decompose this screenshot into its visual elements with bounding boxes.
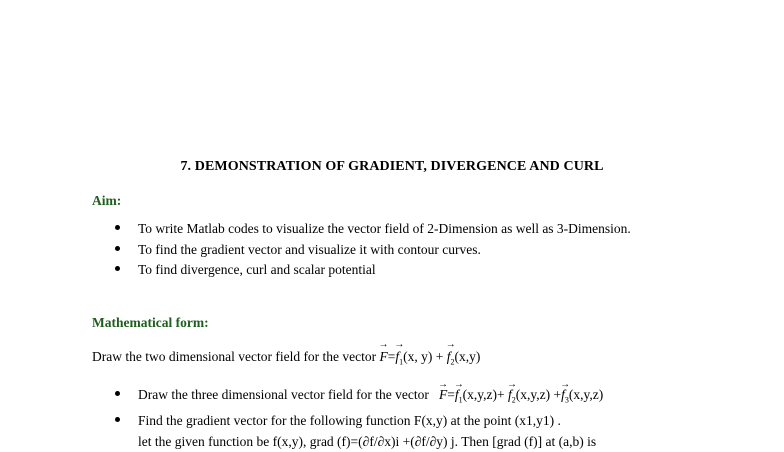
aim-item-text: To find the gradient vector and visualize it with contour curves. <box>138 241 481 257</box>
aim-item <box>115 260 638 281</box>
page-title: 7. DEMONSTRATION OF GRADIENT, DIVERGENCE AND CURL <box>180 159 604 174</box>
bullet-icon <box>115 417 120 422</box>
aim-heading: Aim: <box>92 193 122 208</box>
math-list <box>115 385 778 452</box>
bullet-icon <box>115 225 120 230</box>
math-form-heading: Mathematical form: <box>92 315 209 330</box>
bullet-icon <box>115 391 120 396</box>
bullet-icon <box>115 266 120 271</box>
aim-item <box>115 240 638 261</box>
aim-item-text: To find divergence, curl and scalar potential <box>138 262 376 277</box>
math-line-1-text: Draw the two dimensional vector field for the vector <box>92 349 377 364</box>
math-item <box>115 411 778 432</box>
vector-formula-2d: → $F=\to f_1(x$, y) + → $f_2(x,y)$ <box>380 349 481 364</box>
math-item <box>115 385 778 411</box>
aim-item <box>115 219 638 240</box>
math-line-1 <box>92 349 480 367</box>
aim-item-text: To write Matlab codes to visualize the vector field of 2-Dimension as well as 3-Dimension. <box>138 221 631 236</box>
math-item-text: Find the gradient vector for the following function F(x,y) at the point (x1,y1) . <box>138 413 561 429</box>
math-item-text: let the given function be f(x,y), grad (f)=(∂f/∂x)i +(∂f/∂y) j. Then [grad (f)] at (a,b) is <box>138 433 597 449</box>
bullet-icon <box>115 246 120 251</box>
aim-list <box>115 219 638 281</box>
vector-formula-3d: → $F=\to f_1(x,y,z)+ \to f_2(x,y,z) +\to f_3(x,y,z)$ <box>439 387 603 402</box>
math-item-text: Draw the three dimensional vector field for the vector <box>138 387 429 402</box>
math-item <box>115 432 778 452</box>
